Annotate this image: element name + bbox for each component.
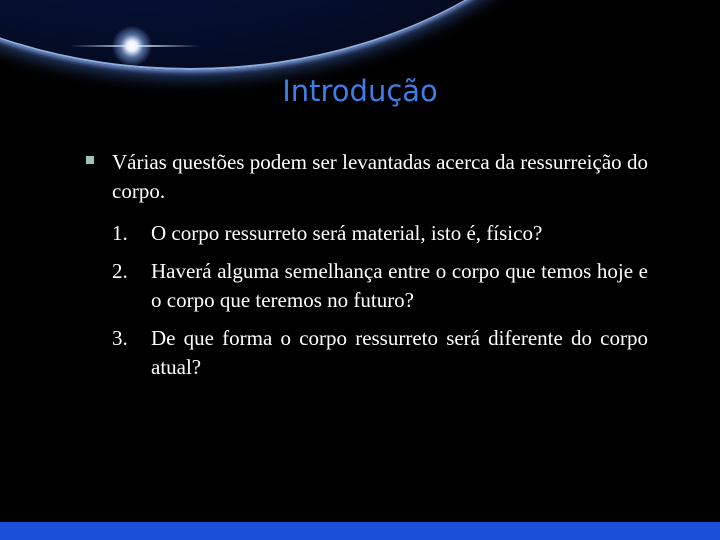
list-item <box>112 324 648 382</box>
numbered-list <box>86 219 648 382</box>
list-item-number: 1. <box>112 221 128 245</box>
slide-content <box>86 148 648 391</box>
bullet-item <box>86 148 648 206</box>
list-item <box>112 219 648 248</box>
bullet-text: Várias questões podem ser levantadas acerca da ressurreição do corpo. <box>112 150 648 203</box>
list-item-text: O corpo ressurreto será material, isto é, físico? <box>151 221 543 245</box>
list-item-number: 2. <box>112 259 128 283</box>
list-item <box>112 257 648 315</box>
bottom-bar <box>0 522 720 540</box>
list-item-number: 3. <box>112 326 128 350</box>
planet-rim <box>0 0 640 70</box>
square-bullet-icon <box>86 156 94 164</box>
list-item-text: De que forma o corpo ressurreto será diferente do corpo atual? <box>151 326 648 379</box>
lens-flare-icon <box>112 26 152 66</box>
slide-title: Introdução <box>282 74 438 108</box>
list-item-text: Haverá alguma semelhança entre o corpo que temos hoje e o corpo que teremos no futuro? <box>151 259 648 312</box>
